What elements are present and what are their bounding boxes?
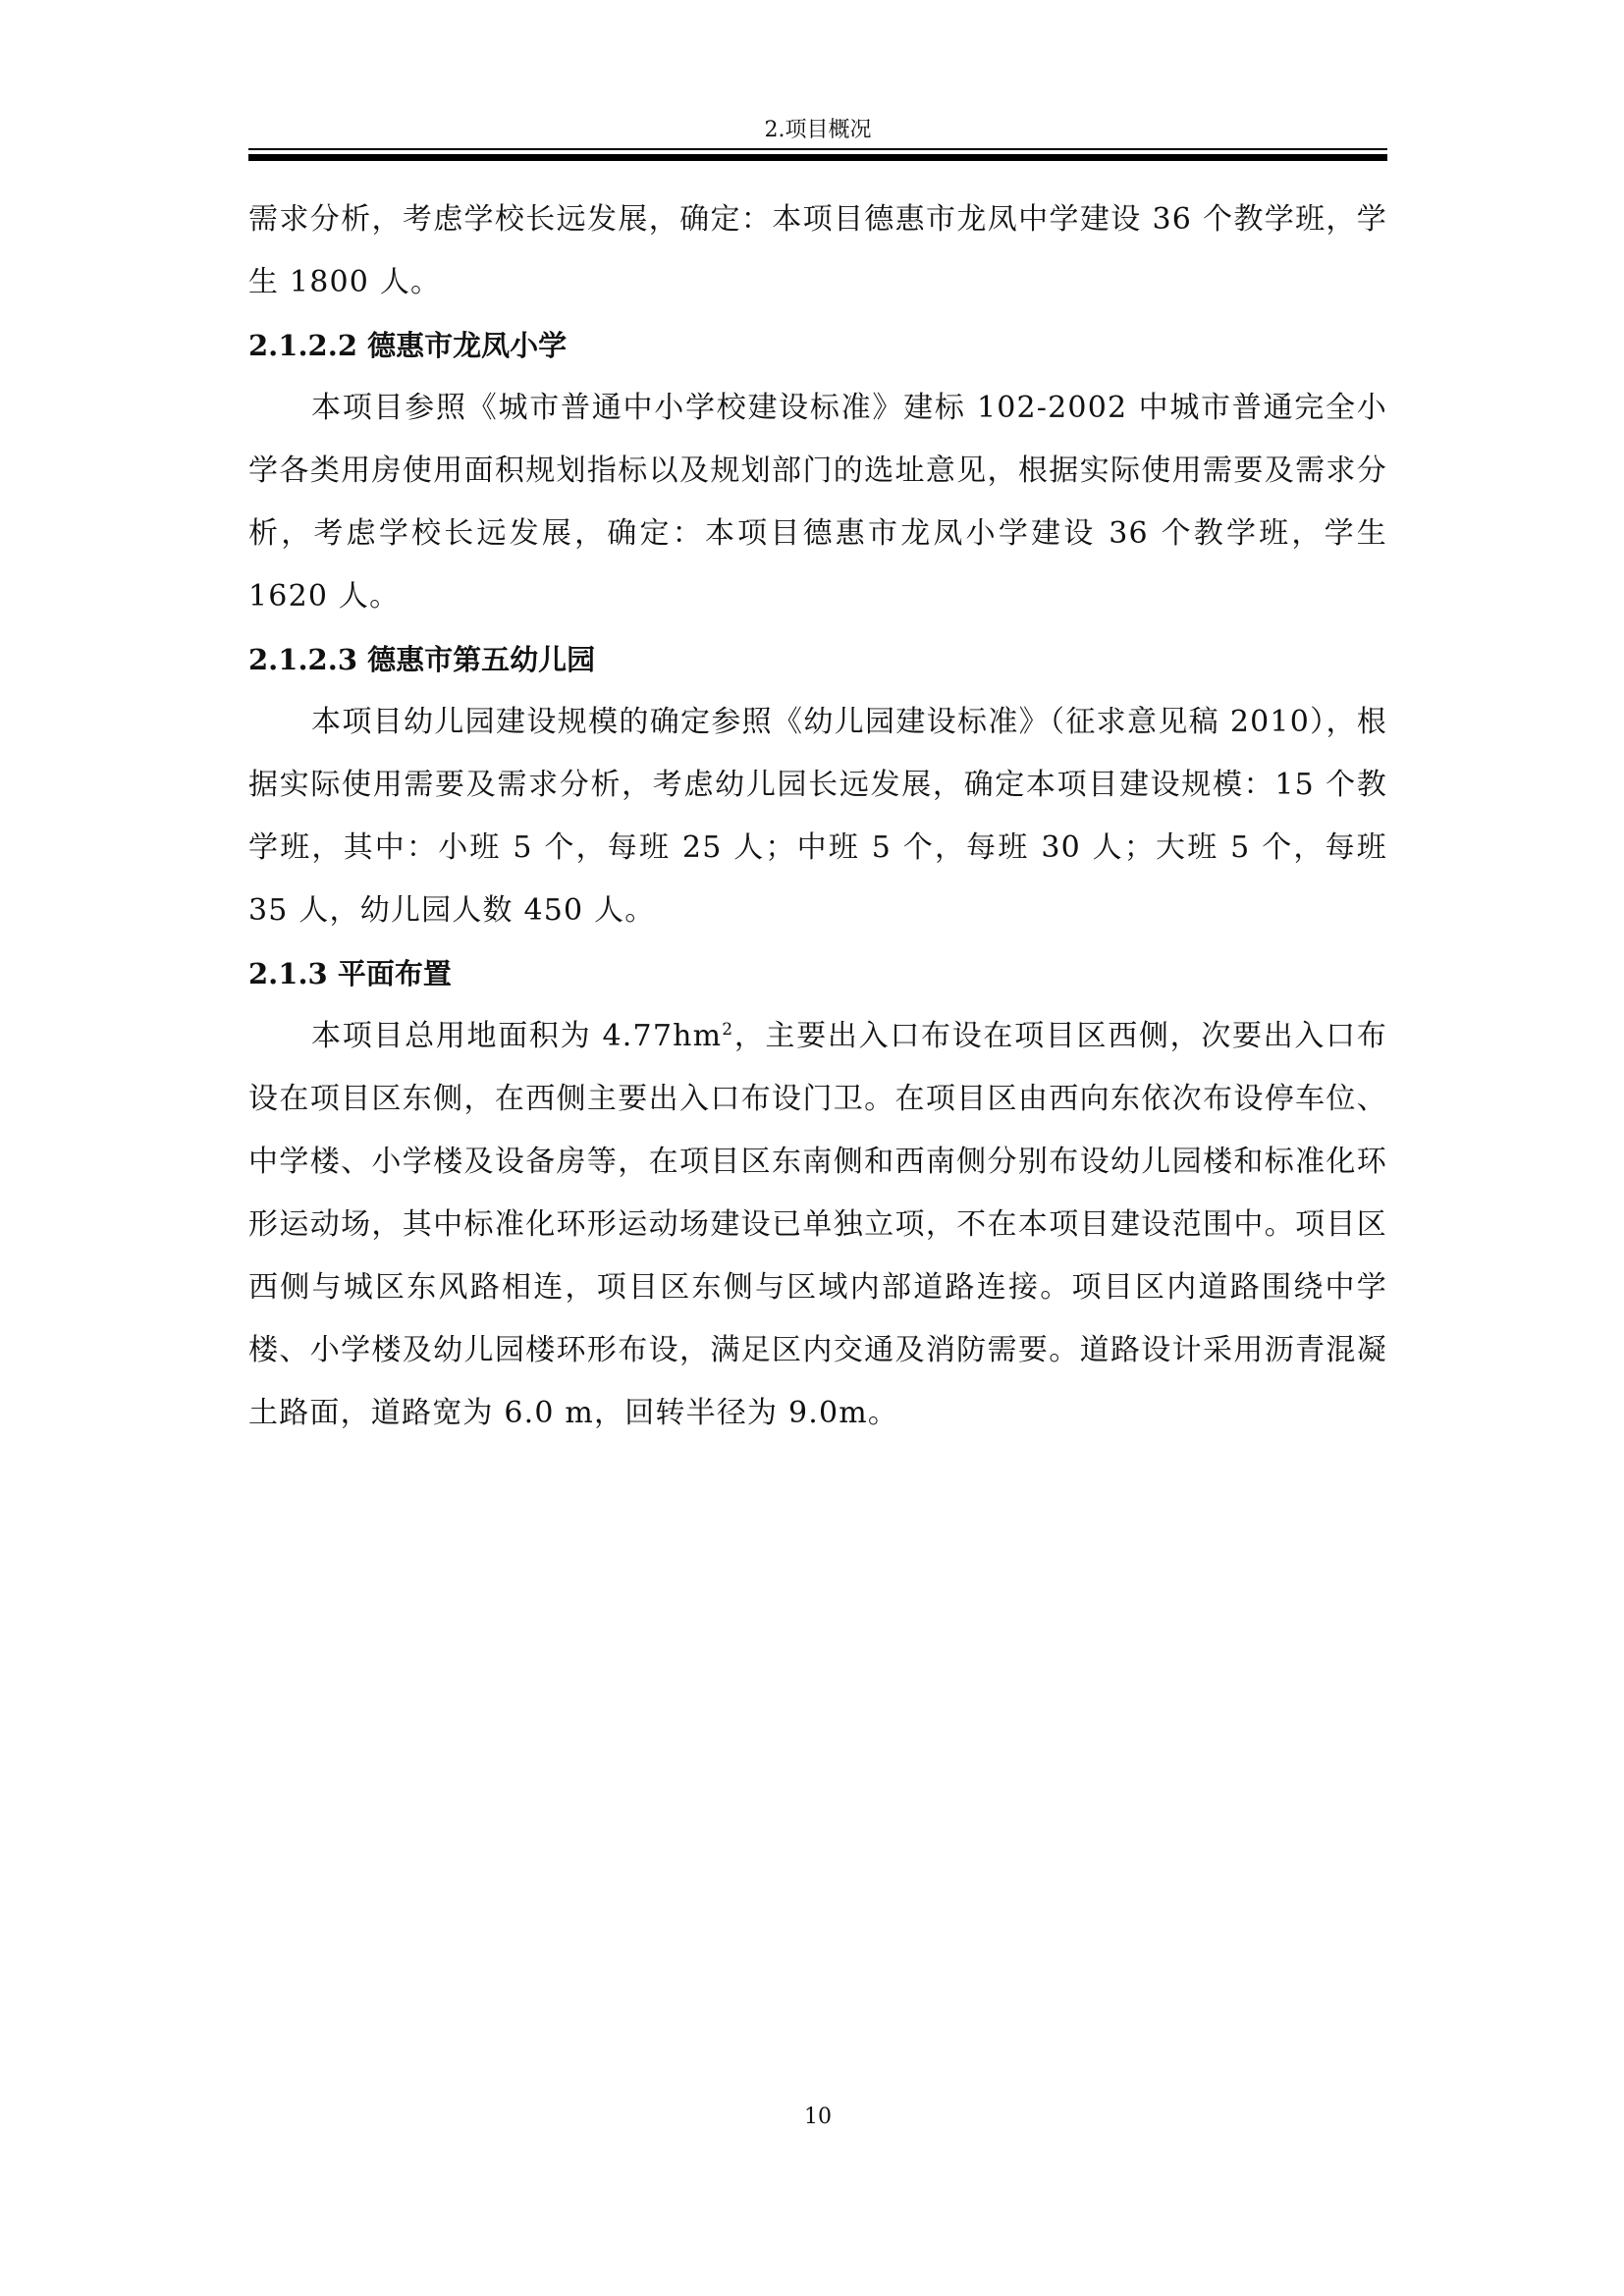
heading-2-1-2-3: 2.1.2.3 德惠市第五幼儿园 <box>248 643 596 676</box>
paragraph-layout <box>248 1005 1387 1445</box>
paragraph-continued: 需求分析，考虑学校长远发展，确定：本项目德惠市龙凤中学建设 36 个教学班，学生 1800 人。 <box>248 202 1387 299</box>
header-rule-thick <box>248 154 1387 161</box>
paragraph-primary-school: 本项目参照《城市普通中小学校建设标准》建标 102-2002 中城市普通完全小学各类用房使用面积规划指标以及规划部门的选址意见，根据实际使用需要及需求分析，考虑学校长远发展，确定：本项目德惠市龙凤小学建设 36 个教学班，学生 1620 人。 <box>248 391 1387 614</box>
page-number: 10 <box>804 2105 832 2129</box>
heading-2-1-3: 2.1.3 平面布置 <box>248 957 452 990</box>
document-body <box>248 188 1387 1445</box>
layout-text-start: 本项目总用地面积为 4.77hm <box>311 1019 723 1053</box>
paragraph-kindergarten: 本项目幼儿园建设规模的确定参照《幼儿园建设标准》（征求意见稿 2010），根据实际使用需要及需求分析，考虑幼儿园长远发展，确定本项目建设规模：15 个教学班，其中：小班 5 个，每班 25 人；中班 5 个，每班 30 人；大班 5 个，每班 35 人，幼儿园人数 450 人。 <box>248 705 1387 928</box>
area-unit-superscript: 2 <box>722 1020 734 1040</box>
layout-text-rest: ，主要出入口布设在项目区西侧，次要出入口布设在项目区东侧，在西侧主要出入口布设门卫。在项目区由西向东依次布设停车位、中学楼、小学楼及设备房等，在项目区东南侧和西南侧分别布设幼儿园楼和标准化环形运动场，其中标准化环形运动场建设已单独立项，不在本项目建设范围中。项目区西侧与城区东风路相连，项目区东侧与区域内部道路连接。项目区内道路围绕中学楼、小学楼及幼儿园楼环形布设，满足区内交通及消防需要。道路设计采用沥青混凝土路面，道路宽为 6.0 m，回转半径为 9.0m。 <box>248 1019 1387 1430</box>
heading-2-1-2-2: 2.1.2.2 德惠市龙凤小学 <box>248 329 568 362</box>
running-header: 2.项目概况 <box>764 118 872 142</box>
header-rule-thin <box>248 148 1387 150</box>
